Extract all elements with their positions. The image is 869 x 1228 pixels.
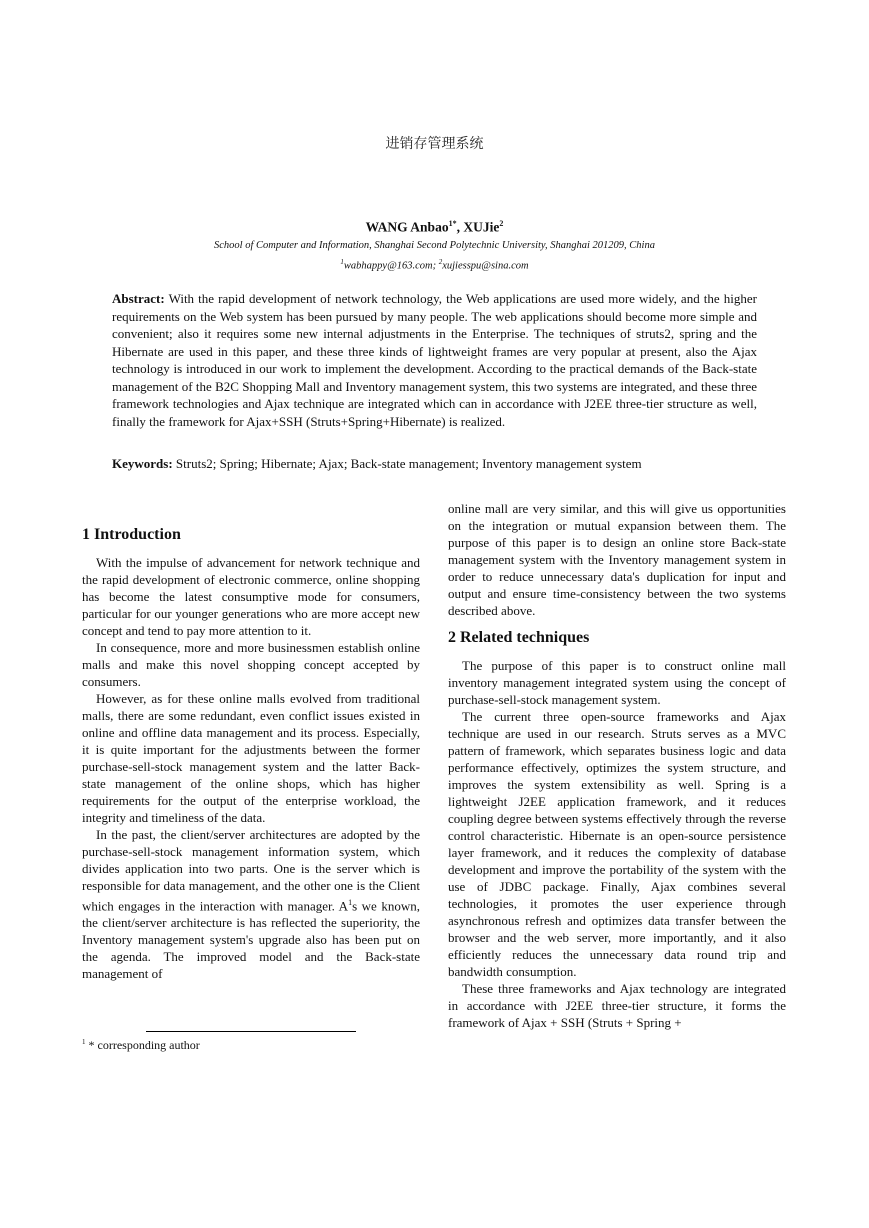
footnote-ref: 1 <box>348 898 353 907</box>
author-separator: , <box>456 219 464 235</box>
keywords-text: Struts2; Spring; Hibernate; Ajax; Back-state management; Inventory management system <box>172 456 642 471</box>
intro-p4-part-2: s we known, the client/server architecture is has reflected the superiority, the Inventory management system's upgrade also has been put on the agenda. The improved model and the Back-state management of <box>82 898 420 982</box>
intro-paragraph-1: With the impulse of advancement for network technique and the rapid development of electronic commerce, online shopping has become the latest consumptive mode for consumers, particular for our younger generations who are more accept new concept and tend to pay more attention to it. <box>82 555 420 638</box>
related-paragraph-2: The current three open-source frameworks and Ajax technique are used in our research. Struts serves as a MVC pattern of framework, which separates business logic and data performance effectively, optimizes the system structure, and improves the system extensibility as well. Spring is a lightweight J2EE application framework, and it reduces coupling degree between systems effectively through the reverse control characteristic. Hibernate is an open-source persistence layer framework, and it reduces the complexity of database development and improve the portability of the system with the use of JDBC package. Finally, Ajax combines several technologies, it promotes the user experience through asynchronous refresh and optimizes data transfer between the browser and the web server, more importantly, and it also efficiently reduces the unnecessary data round trip and bandwidth consumption. <box>448 709 786 979</box>
right-column <box>448 500 786 1031</box>
author-2: XUJie <box>463 219 500 235</box>
footnote-text: * corresponding author <box>85 1038 200 1052</box>
intro-paragraph-4 <box>82 826 420 982</box>
abstract-label: Abstract: <box>112 291 165 306</box>
related-paragraph-3: These three frameworks and Ajax technology are integrated in accordance with J2EE three-tier structure, it forms the framework of Ajax + SSH (Struts + Spring + <box>448 981 786 1030</box>
intro-p4-part-1: In the past, the client/server architectures are adopted by the purchase-sell-stock management information system, which divides application into two parts. One is the server which is responsible for data management, and the other one is the Client which engages in the interaction with manager. A <box>82 827 420 914</box>
intro-paragraph-3: However, as for these online malls evolved from traditional malls, there are some redundant, even conflict issues existed in online and offline data management and its process. Especially, it is quite important for the adjustments between the former purchase-sell-stock management system and the latter Back-state management of the online shops, which has higher requirements for the output of the enterprise workload, the integrity and timeliness of the data. <box>82 691 420 825</box>
footnote-rule <box>146 1031 356 1032</box>
author-2-mark: 2 <box>499 219 504 228</box>
related-paragraph-1: The purpose of this paper is to construct online mall inventory management integrated system using the concept of purchase-sell-stock management system. <box>448 658 786 707</box>
footnote <box>82 1038 200 1053</box>
running-header: 进销存管理系统 <box>385 136 484 152</box>
email-line <box>0 258 869 272</box>
footnote-mark: 1 <box>82 1038 86 1046</box>
section-1-heading: 1 Introduction <box>82 526 181 543</box>
author-1-mark: 1* <box>448 219 457 228</box>
section-2-heading: 2 Related techniques <box>448 629 590 646</box>
author-line <box>0 219 869 236</box>
intro-continuation: online mall are very similar, and this will give us opportunities on the integration or mutual expansion between them. The purpose of this paper is to design an online store Back-state management system with the Inventory management system in order to reduce unnecessary data's duplication for input and output and ensure time-consistency between the two systems described above. <box>448 501 786 618</box>
keywords-label: Keywords: <box>112 456 173 471</box>
keywords <box>112 455 757 472</box>
abstract-text: With the rapid development of network technology, the Web applications are used more widely, and the higher requirements on the Web system has been pursued by many people. The web applications should become more simple and convenient; also it requires some new internal adjustments in the Enterprise. The techniques of struts2, spring and the Hibernate are used in this paper, and these three kinds of lightweight frames are very popular at present, also the Ajax technology is introduced in our work to implement the development. According to the practical demands of the Back-state management of the B2C Shopping Mall and Inventory management system, this two systems are integrated, and these three framework technologies and Ajax technique are integrated which can in accordance with J2EE three-tier structure as well, finally the framework for Ajax+SSH (Struts+Spring+Hibernate) is realized. <box>112 291 757 429</box>
abstract <box>112 290 757 430</box>
email-1-mark: 1 <box>340 258 344 266</box>
left-column <box>82 526 420 982</box>
author-1: WANG Anbao <box>365 219 449 235</box>
email-2-mark: 2 <box>438 258 443 266</box>
email-2: xujiesspu@sina.com <box>442 260 529 272</box>
affiliation: School of Computer and Information, Shanghai Second Polytechnic University, Shanghai 201209, China <box>214 240 655 251</box>
intro-paragraph-2: In consequence, more and more businessmen establish online malls and make this novel shopping concept accepted by consumers. <box>82 640 420 689</box>
email-1: wabhappy@163.com; <box>343 260 439 272</box>
